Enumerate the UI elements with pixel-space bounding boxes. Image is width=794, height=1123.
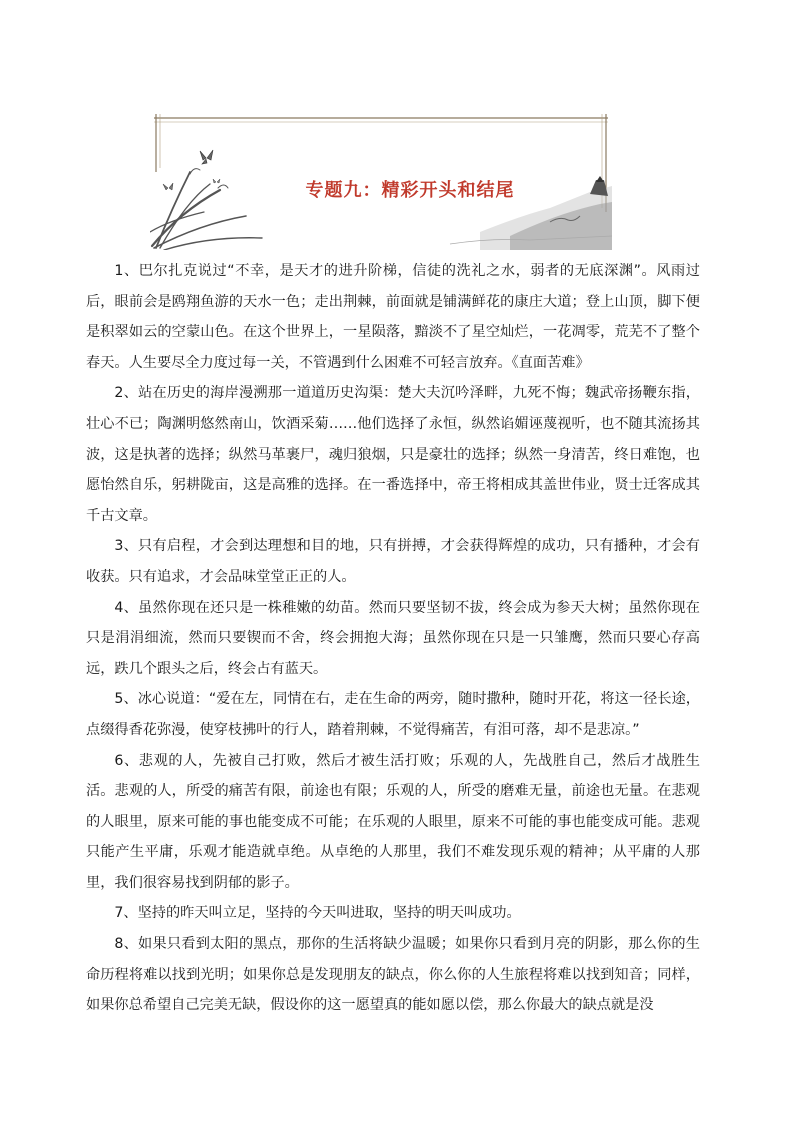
butterfly-icon bbox=[200, 150, 213, 164]
orchid-illustration bbox=[150, 169, 262, 250]
butterfly-icon bbox=[163, 183, 173, 190]
paragraph: 8、如果只看到太阳的黑点，那你的生活将缺少温暖；如果你只看到月亮的阴影，那么你的生命历程将难以找到光明；如果你总是发现朋友的缺点，你么你的人生旅程将难以找到知音；同样，如果你总希望自己完美无缺，假设你的这一愿望真的能如愿以偿，那么你最大的缺点就是没 bbox=[86, 936, 700, 1014]
paragraph: 5、冰心说道：“爱在左，同情在右，走在生命的两旁，随时撒种，随时开花，将这一径长途，点缀得香花弥漫，使穿枝拂叶的行人，踏着荆棘，不觉得痛苦，有泪可落，却不是悲凉。” bbox=[86, 691, 700, 738]
paragraph: 1、巴尔扎克说过“不幸，是天才的进升阶梯，信徒的洗礼之水，弱者的无底深渊”。风雨过后，眼前会是鸥翔鱼游的天水一色；走出荆棘，前面就是铺满鲜花的康庄大道；登上山顶，脚下便是积翠如云的空蒙山色。在这个世界上，一星陨落，黯淡不了星空灿烂，一花凋零，荒芜不了整个春天。人生要尽全力度过每一关，不管遇到什么困难不可轻言放弃。《直面苦难》 bbox=[86, 263, 700, 371]
title-banner bbox=[150, 112, 612, 250]
butterfly-icon bbox=[213, 179, 220, 183]
page-title: 专题九：精彩开头和结尾 bbox=[305, 180, 515, 201]
paragraph: 4、虽然你现在还只是一株稚嫩的幼苗。然而只要坚韧不拔，终会成为参天大树；虽然你现在只是涓涓细流，然而只要锲而不舍，终会拥抱大海；虽然你现在只是一只雏鹰，然而只要心存高远，跌几个跟头之后，终会占有蓝天。 bbox=[86, 599, 700, 677]
document-body bbox=[86, 256, 700, 1021]
paragraph: 6、悲观的人，先被自己打败，然后才被生活打败；乐观的人，先战胜自己，然后才战胜生活。悲观的人，所受的痛苦有限，前途也有限；乐观的人，所受的磨难无量，前途也无量。在悲观的人眼里，原来可能的事也能变成不可能；在乐观的人眼里，原来不可能的事也能变成可能。悲观只能产生平庸，乐观才能造就卓绝。从卓绝的人那里，我们不难发现乐观的精神；从平庸的人那里，我们很容易找到阴郁的影子。 bbox=[86, 752, 700, 891]
paragraph: 3、只有启程，才会到达理想和目的地，只有拼搏，才会获得辉煌的成功，只有播种，才会有收获。只有追求，才会品味堂堂正正的人。 bbox=[86, 538, 700, 585]
paragraph: 7、坚持的昨天叫立足，坚持的今天叫进取，坚持的明天叫成功。 bbox=[114, 905, 521, 922]
paragraph: 2、站在历史的海岸漫溯那一道道历史沟渠：楚大夫沉吟泽畔，九死不悔；魏武帝扬鞭东指，壮心不已；陶渊明悠然南山，饮酒采菊……他们选择了永恒，纵然谄媚诬蔑视听，也不随其流扬其波，这是执著的选择；纵然马革裹尸，魂归狼烟，只是豪壮的选择；纵然一身清苦，终日难饱，也愿怡然自乐，躬耕陇亩，这是高雅的选择。在一番选择中，帝王将相成其盖世伟业，贤士迁客成其千古文章。 bbox=[86, 385, 700, 524]
